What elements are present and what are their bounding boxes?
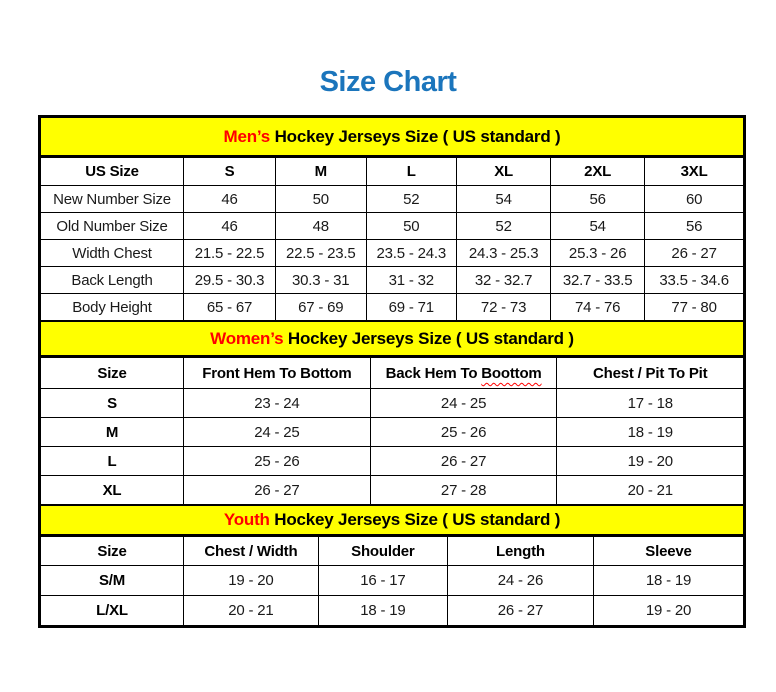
column-header: L — [366, 158, 457, 186]
column-header: Sleeve — [593, 537, 743, 566]
banner-text: Hockey Jerseys Size ( US standard ) — [269, 510, 561, 530]
section-womens — [41, 320, 743, 504]
page-title: Size Chart — [319, 66, 457, 98]
size-value-cell: 24 - 25 — [370, 389, 557, 418]
header-row — [41, 358, 743, 389]
size-value-cell: 46 — [184, 213, 276, 240]
section-youth — [41, 504, 743, 625]
row-label: New Number Size — [41, 186, 184, 213]
size-value-cell: 23 - 24 — [184, 389, 371, 418]
size-value-cell: 32.7 - 33.5 — [551, 267, 645, 294]
size-value-cell: 67 - 69 — [275, 294, 366, 321]
table-row — [41, 240, 743, 267]
size-value-cell: 26 - 27 — [645, 240, 743, 267]
size-value-cell: 30.3 - 31 — [275, 267, 366, 294]
table-row — [41, 294, 743, 321]
size-value-cell: 26 - 27 — [370, 447, 557, 476]
womens-banner — [41, 320, 743, 357]
column-header: 3XL — [645, 158, 743, 186]
section-mens — [41, 118, 743, 320]
size-value-cell: 65 - 67 — [184, 294, 276, 321]
size-value-cell: 52 — [457, 213, 551, 240]
row-label: L — [41, 447, 184, 476]
banner-highlight: Women’s — [210, 328, 284, 348]
size-value-cell: 17 - 18 — [557, 389, 743, 418]
table-row — [41, 418, 743, 447]
table-row — [41, 566, 743, 596]
size-value-cell: 19 - 20 — [557, 447, 743, 476]
size-value-cell: 24 - 26 — [447, 566, 593, 596]
size-value-cell: 20 - 21 — [557, 476, 743, 505]
column-header: Size — [41, 358, 184, 389]
size-value-cell: 31 - 32 — [366, 267, 457, 294]
header-row — [41, 158, 743, 186]
size-value-cell: 24.3 - 25.3 — [457, 240, 551, 267]
table-row — [41, 476, 743, 505]
size-value-cell: 72 - 73 — [457, 294, 551, 321]
row-label: Width Chest — [41, 240, 184, 267]
column-header: Shoulder — [318, 537, 447, 566]
column-header: Chest / Pit To Pit — [557, 358, 743, 389]
size-value-cell: 54 — [551, 213, 645, 240]
size-value-cell: 48 — [275, 213, 366, 240]
column-header: Size — [41, 537, 184, 566]
size-value-cell: 60 — [645, 186, 743, 213]
table-row — [41, 267, 743, 294]
row-label: XL — [41, 476, 184, 505]
row-label: M — [41, 418, 184, 447]
column-header: Back Hem To Boottom — [370, 358, 557, 389]
misspelled-word: Boottom — [481, 364, 542, 382]
column-header: Front Hem To Bottom — [184, 358, 371, 389]
size-value-cell: 32 - 32.7 — [457, 267, 551, 294]
size-value-cell: 25 - 26 — [184, 447, 371, 476]
size-value-cell: 27 - 28 — [370, 476, 557, 505]
row-label: L/XL — [41, 596, 184, 626]
mens-banner — [41, 118, 743, 157]
table-row — [41, 389, 743, 418]
size-value-cell: 25 - 26 — [370, 418, 557, 447]
size-value-cell: 24 - 25 — [184, 418, 371, 447]
size-value-cell: 18 - 19 — [593, 566, 743, 596]
table-row — [41, 213, 743, 240]
size-value-cell: 21.5 - 22.5 — [184, 240, 276, 267]
youth-banner — [41, 504, 743, 536]
size-value-cell: 29.5 - 30.3 — [184, 267, 276, 294]
banner-highlight: Youth — [223, 510, 270, 530]
table-row — [41, 447, 743, 476]
size-value-cell: 52 — [366, 186, 457, 213]
column-header: S — [184, 158, 276, 186]
size-value-cell: 46 — [184, 186, 276, 213]
column-header: Length — [447, 537, 593, 566]
size-value-cell: 18 - 19 — [318, 596, 447, 626]
size-value-cell: 22.5 - 23.5 — [275, 240, 366, 267]
size-value-cell: 20 - 21 — [184, 596, 319, 626]
column-header: US Size — [41, 158, 184, 186]
row-label: S/M — [41, 566, 184, 596]
size-chart — [38, 115, 746, 628]
column-header: 2XL — [551, 158, 645, 186]
size-value-cell: 23.5 - 24.3 — [366, 240, 457, 267]
column-header: M — [275, 158, 366, 186]
mens-size-table — [41, 157, 743, 320]
womens-size-table — [41, 357, 743, 504]
column-header: Chest / Width — [184, 537, 319, 566]
row-label: Body Height — [41, 294, 184, 321]
row-label: Back Length — [41, 267, 184, 294]
size-value-cell: 18 - 19 — [557, 418, 743, 447]
banner-text: Hockey Jerseys Size ( US standard ) — [283, 328, 574, 348]
table-row — [41, 186, 743, 213]
size-value-cell: 26 - 27 — [447, 596, 593, 626]
banner-highlight: Men’s — [223, 126, 271, 146]
size-value-cell: 33.5 - 34.6 — [645, 267, 743, 294]
column-header: XL — [457, 158, 551, 186]
row-label: S — [41, 389, 184, 418]
youth-size-table — [41, 536, 743, 625]
size-value-cell: 26 - 27 — [184, 476, 371, 505]
size-value-cell: 16 - 17 — [318, 566, 447, 596]
size-value-cell: 25.3 - 26 — [551, 240, 645, 267]
size-value-cell: 56 — [551, 186, 645, 213]
size-value-cell: 77 - 80 — [645, 294, 743, 321]
size-value-cell: 56 — [645, 213, 743, 240]
table-row — [41, 596, 743, 626]
banner-text: Hockey Jerseys Size ( US standard ) — [270, 126, 561, 146]
size-value-cell: 50 — [275, 186, 366, 213]
row-label: Old Number Size — [41, 213, 184, 240]
size-value-cell: 69 - 71 — [366, 294, 457, 321]
size-value-cell: 19 - 20 — [593, 596, 743, 626]
header-row — [41, 537, 743, 566]
size-value-cell: 50 — [366, 213, 457, 240]
size-value-cell: 74 - 76 — [551, 294, 645, 321]
size-value-cell: 54 — [457, 186, 551, 213]
size-value-cell: 19 - 20 — [184, 566, 319, 596]
